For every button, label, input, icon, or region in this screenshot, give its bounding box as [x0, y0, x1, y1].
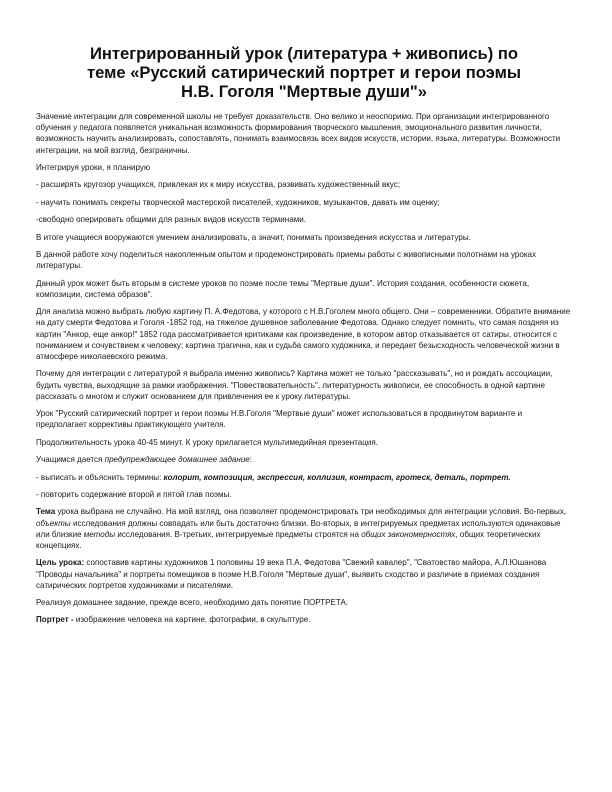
- document-title: [36, 44, 572, 101]
- goal-label: Цель урока:: [36, 558, 85, 568]
- paragraph-portrait-concept: Реализуя домашнее задание, прежде всего, необходимо дать понятие ПОРТРЕТА.: [36, 598, 349, 608]
- paragraph-lesson-place: Данный урок может быть вторым в системе уроков по поэме после темы "Мертвые души". История создания, особенности сюжета, композиции, система образов".: [36, 278, 530, 299]
- theme-label: Тема: [36, 507, 56, 517]
- homework-emphasis: предупреждающее домашнее задание: [104, 455, 250, 465]
- paragraph-duration: Продолжительность урока 40-45 минут. К уроку прилагается мультимедийная презентация.: [36, 437, 378, 447]
- plan-item-2: - научить понимать секреты творческой мастерской писателей, художников, музыкантов, давать им оценку;: [36, 197, 440, 207]
- paragraph-share: В данной работе хочу поделиться накопленным опытом и продемонстрировать приемы работы с живописными полотнами на уроках литературы.: [36, 249, 537, 271]
- portrait-label: Портрет -: [36, 615, 74, 625]
- paragraph-portrait-definition: Портрет - изображение человека на картине, фотографии, в скульптуре.: [36, 615, 311, 625]
- paragraph-intro: Значение интеграции для современной школы не требует доказательств. Оно велико и неоспоримо. При организации интегрированного обучения у педагога появляется уникальная возможность формирования творческого мышления, эмоционального развития личности, возможность научить анализировать, сопоставлять, понимать взаимосвязь всех видов искусств, истории, языка, литературы. Возможности интеграции, на мой взгляд, безграничны.: [36, 112, 561, 155]
- paragraph-lesson-usage: Урок "Русский сатирический портрет и герои поэмы Н.В.Гоголя "Мертвые души" может использоваться в продвинутом варианте и предполагает коррективы практикующего учителя.: [36, 409, 523, 430]
- paragraph-homework: Учащимся дается предупреждающее домашнее задание:: [36, 455, 253, 465]
- paragraph-goal: Цель урока: сопоставив картины художников 1 половины 19 века П.А. Федотова "Свежий кавалер", "Сватовство майора, А.Л.Юшанова "Проводы начальника" и портреты помещиков в поэме Н.В.Гоголя "Мертвые души", выявить сходство и различие в приемах создания сатирических портретов художниками и писателями.: [36, 558, 547, 590]
- paragraph-theme: Тема урока выбрана не случайно. На мой взгляд, она позволяет продемонстрировать три необходимых для интеграции условия. Во-первых, объекты исследования должны совпадать или быть достаточно близки. Во-вторых, в интегрируемых предметах используются одинаковые или близкие методы исследования. В-третьих, интегрируемые предметы строятся на общих закономерностях, общих теоретических концепциях.: [36, 507, 567, 550]
- title-line-3: Н.В. Гоголя "Мертвые души"»: [180, 82, 428, 101]
- plan-item-3: -свободно оперировать общими для разных видов искусств терминами.: [36, 215, 306, 225]
- paragraph-result: В итоге учащиеся вооружаются умением анализировать, а значит, понимать произведения искусства и литературы.: [36, 232, 471, 242]
- paragraph-fedotov: Для анализа можно выбрать любую картину П. А.Федотова, у которого с Н.В.Гоголем много общего. Они – современники. Обратите внимание на дату смерти Федотова и Гоголя -1852 год, на тяжелое душевное заболевание Федотова. Однако следует помнить, что самая поздняя из картин "Анкор, еще анкор!" 1852 года рассматривается критиками как произведение, в котором автор отказывается от сатиры, относится с пониманием и сочувствием к человеку; картина трагична, как и судьба самого художника, и передает безысходность человеческой жизни в атмосфере николаевского режима.: [36, 307, 571, 361]
- title-line-1: Интегрированный урок (литература + живопись) по: [89, 44, 519, 63]
- title-line-2: теме «Русский сатирический портрет и герои поэмы: [86, 63, 522, 82]
- homework-item-terms: - выписать и объяснить термины: колорит, композиция, экспрессия, коллизия, контраст, гротеск, деталь, портрет.: [36, 472, 511, 482]
- paragraph-plan-lead: Интегрируя уроки, я планирую: [36, 163, 150, 172]
- terms-list: колорит, композиция, экспрессия, коллизия, контраст, гротеск, деталь, портрет.: [163, 472, 511, 482]
- homework-item-chapters: - повторить содержание второй и пятой глав поэмы.: [36, 489, 232, 499]
- document-page: [36, 44, 572, 632]
- plan-item-1: - расширять кругозор учащихся, привлекая их к миру искусства, развивать художественный вкус;: [36, 180, 401, 190]
- paragraph-why-painting: Почему для интеграции с литературой я выбрала именно живопись? Картина может не только "рассказывать", но и рождать ассоциации, будить чувства, выходящие за рамки изображения. "Повествовательность", литературность живописи, ее способность в одной картине рассказать о многом и служит основанием для привлечения ее к уроку литературы.: [36, 369, 553, 401]
